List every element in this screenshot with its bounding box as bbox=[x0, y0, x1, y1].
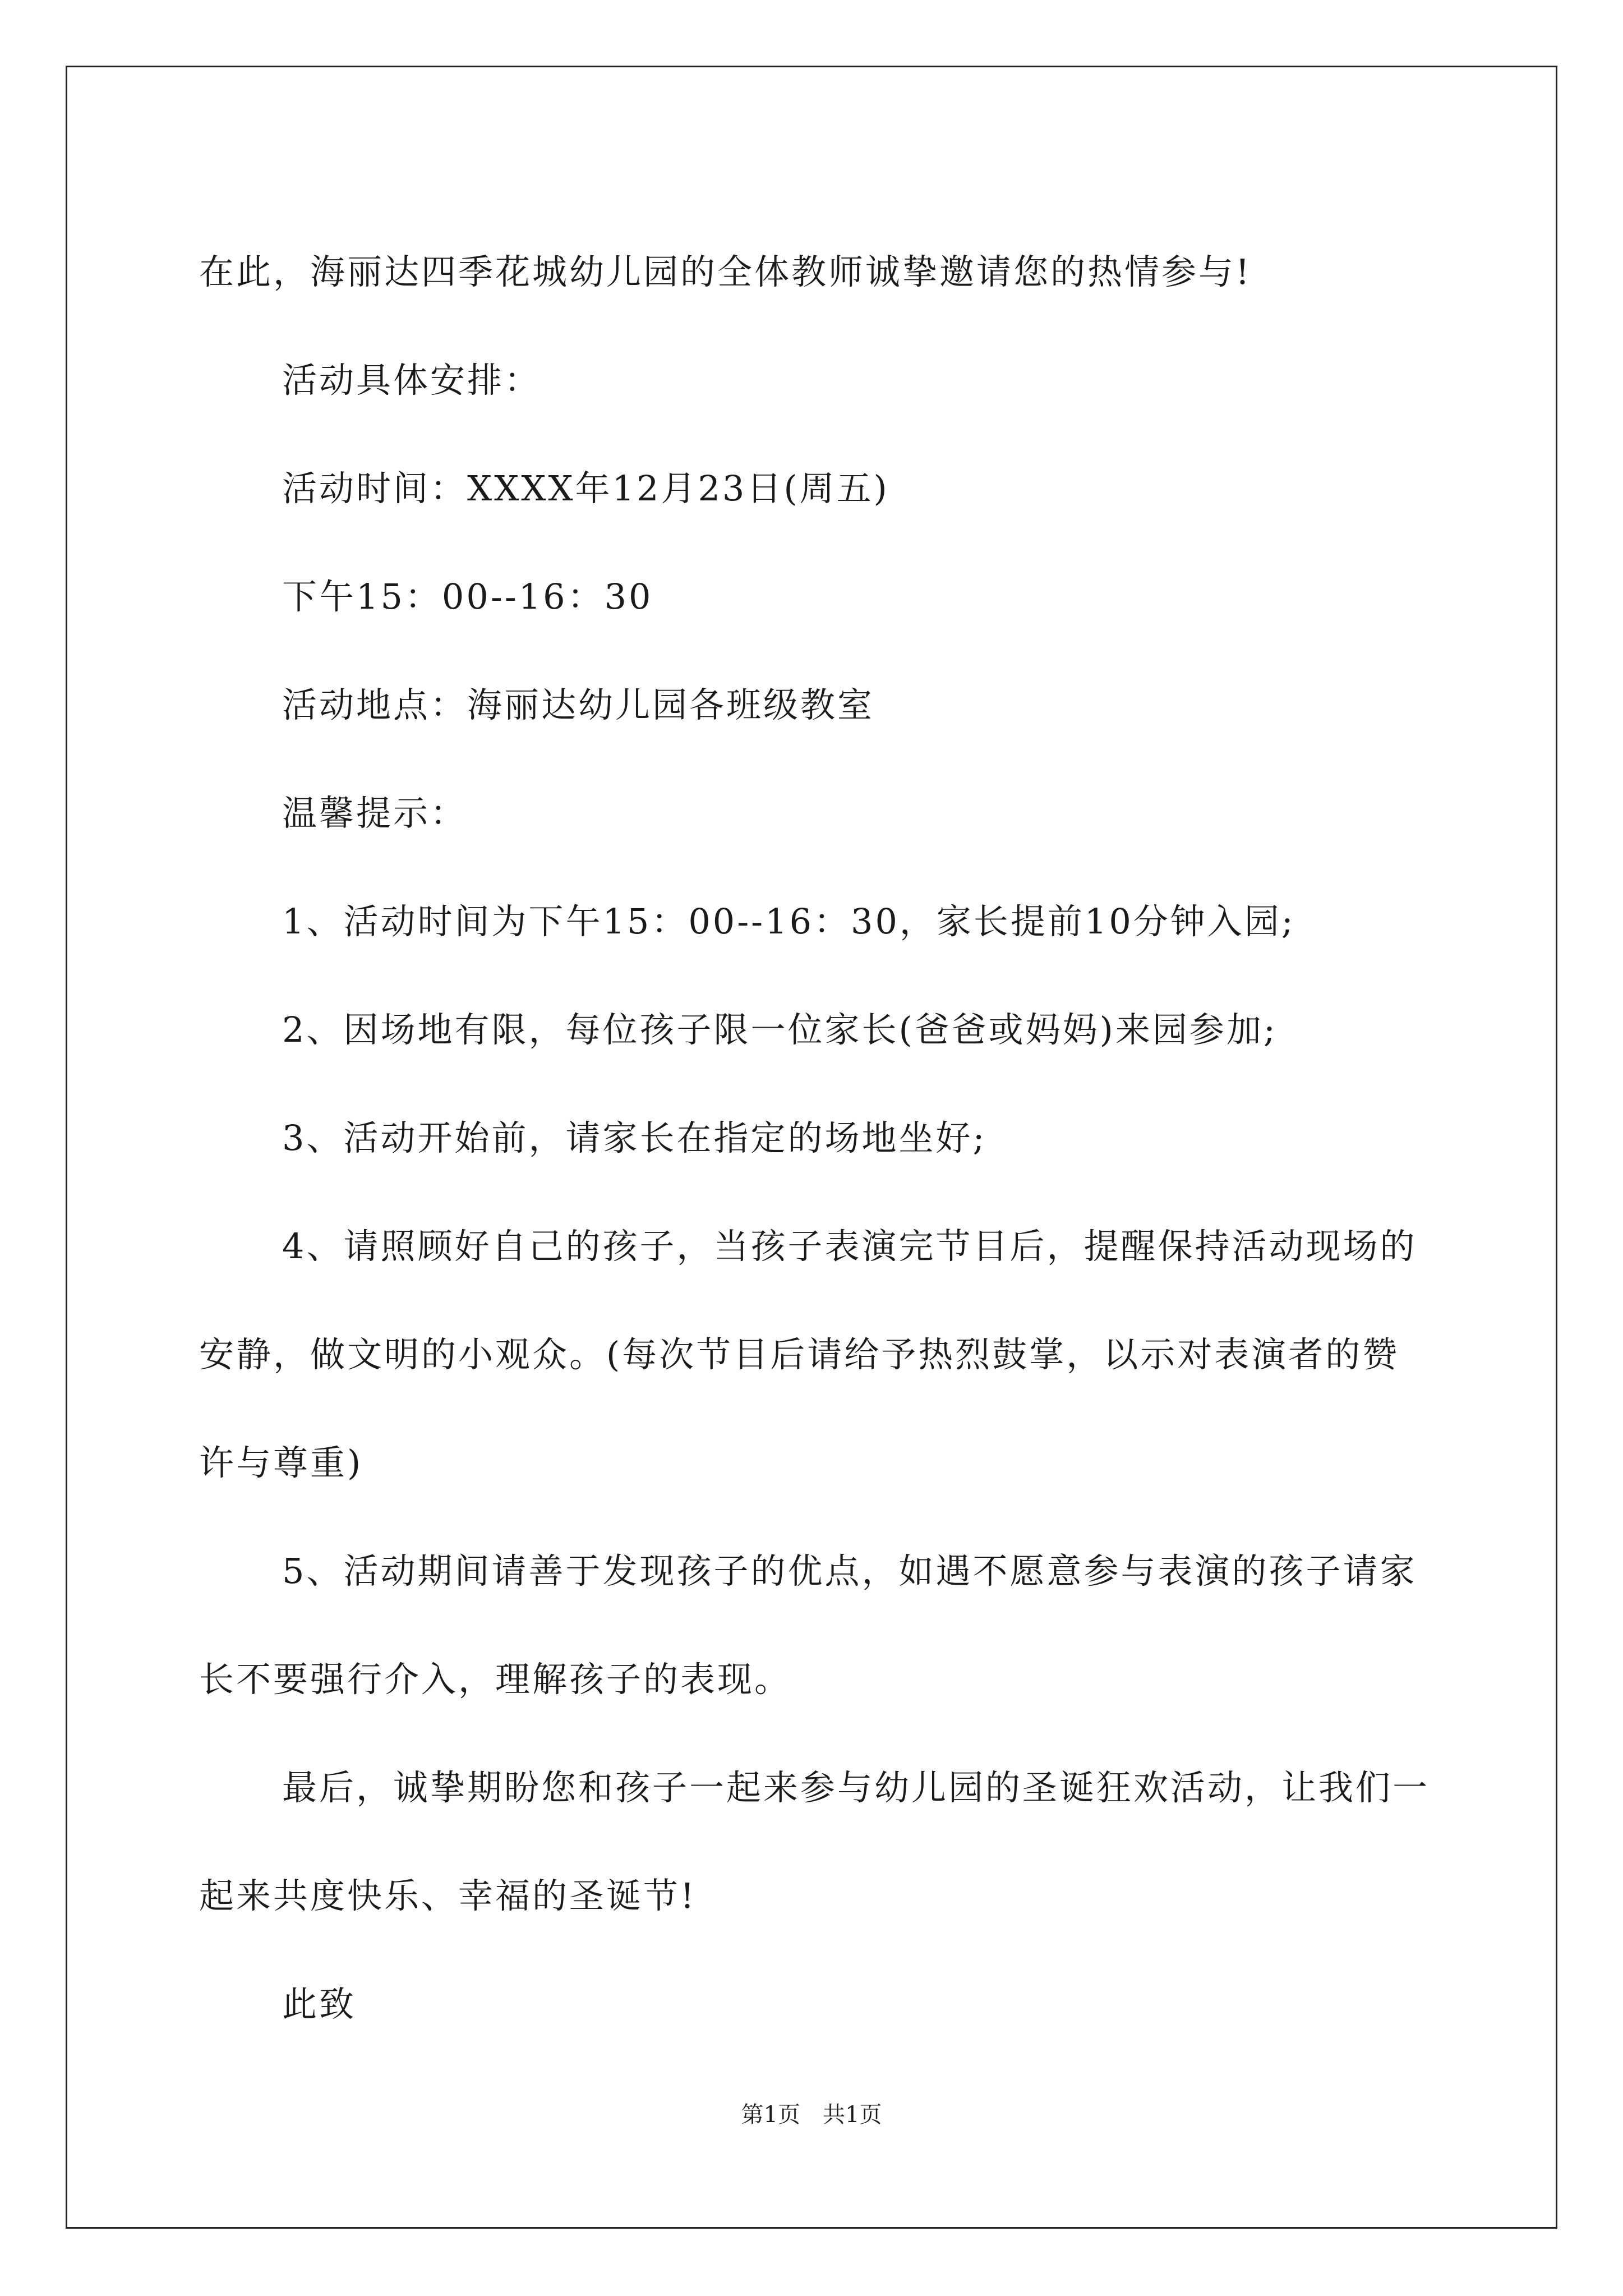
paragraph-closing: 最后，诚挚期盼您和孩子一起来参与幼儿园的圣诞狂欢活动，让我们一起来共度快乐、幸福的圣诞节! bbox=[199, 1767, 1430, 1916]
paragraph-tip-5: 5、活动期间请善于发现孩子的优点，如遇不愿意参与表演的孩子请家长不要强行介入，理解孩子的表现。 bbox=[199, 1550, 1417, 1700]
paragraph-tip-1: 1、活动时间为下午15：00--16：30，家长提前10分钟入园; bbox=[282, 901, 1295, 942]
document-body bbox=[199, 218, 1433, 2058]
paragraph-tips-heading: 温馨提示： bbox=[282, 793, 468, 834]
paragraph-tip-2: 2、因场地有限，每位孩子限一位家长(爸爸或妈妈)来园参加; bbox=[282, 1009, 1278, 1050]
paragraph-intro: 在此，海丽达四季花城幼儿园的全体教师诚挚邀请您的热情参与! bbox=[199, 251, 1252, 292]
paragraph-salutation: 此致 bbox=[282, 1984, 357, 2024]
paragraph-event-time: 下午15：00--16：30 bbox=[282, 576, 653, 617]
page-number-footer: 第1页 共1页 bbox=[741, 2102, 882, 2128]
paragraph-tip-4: 4、请照顾好自己的孩子，当孩子表演完节目后，提醒保持活动现场的安静，做文明的小观众。(每次节目后请给予热烈鼓掌，以示对表演者的赞许与尊重) bbox=[199, 1226, 1417, 1483]
paragraph-schedule-heading: 活动具体安排： bbox=[282, 360, 542, 401]
paragraph-tip-3: 3、活动开始前，请家长在指定的场地坐好; bbox=[282, 1117, 987, 1158]
paragraph-event-date: 活动时间：XXXX年12月23日(周五) bbox=[282, 468, 889, 509]
paragraph-event-location: 活动地点：海丽达幼儿园各班级教室 bbox=[282, 684, 875, 725]
